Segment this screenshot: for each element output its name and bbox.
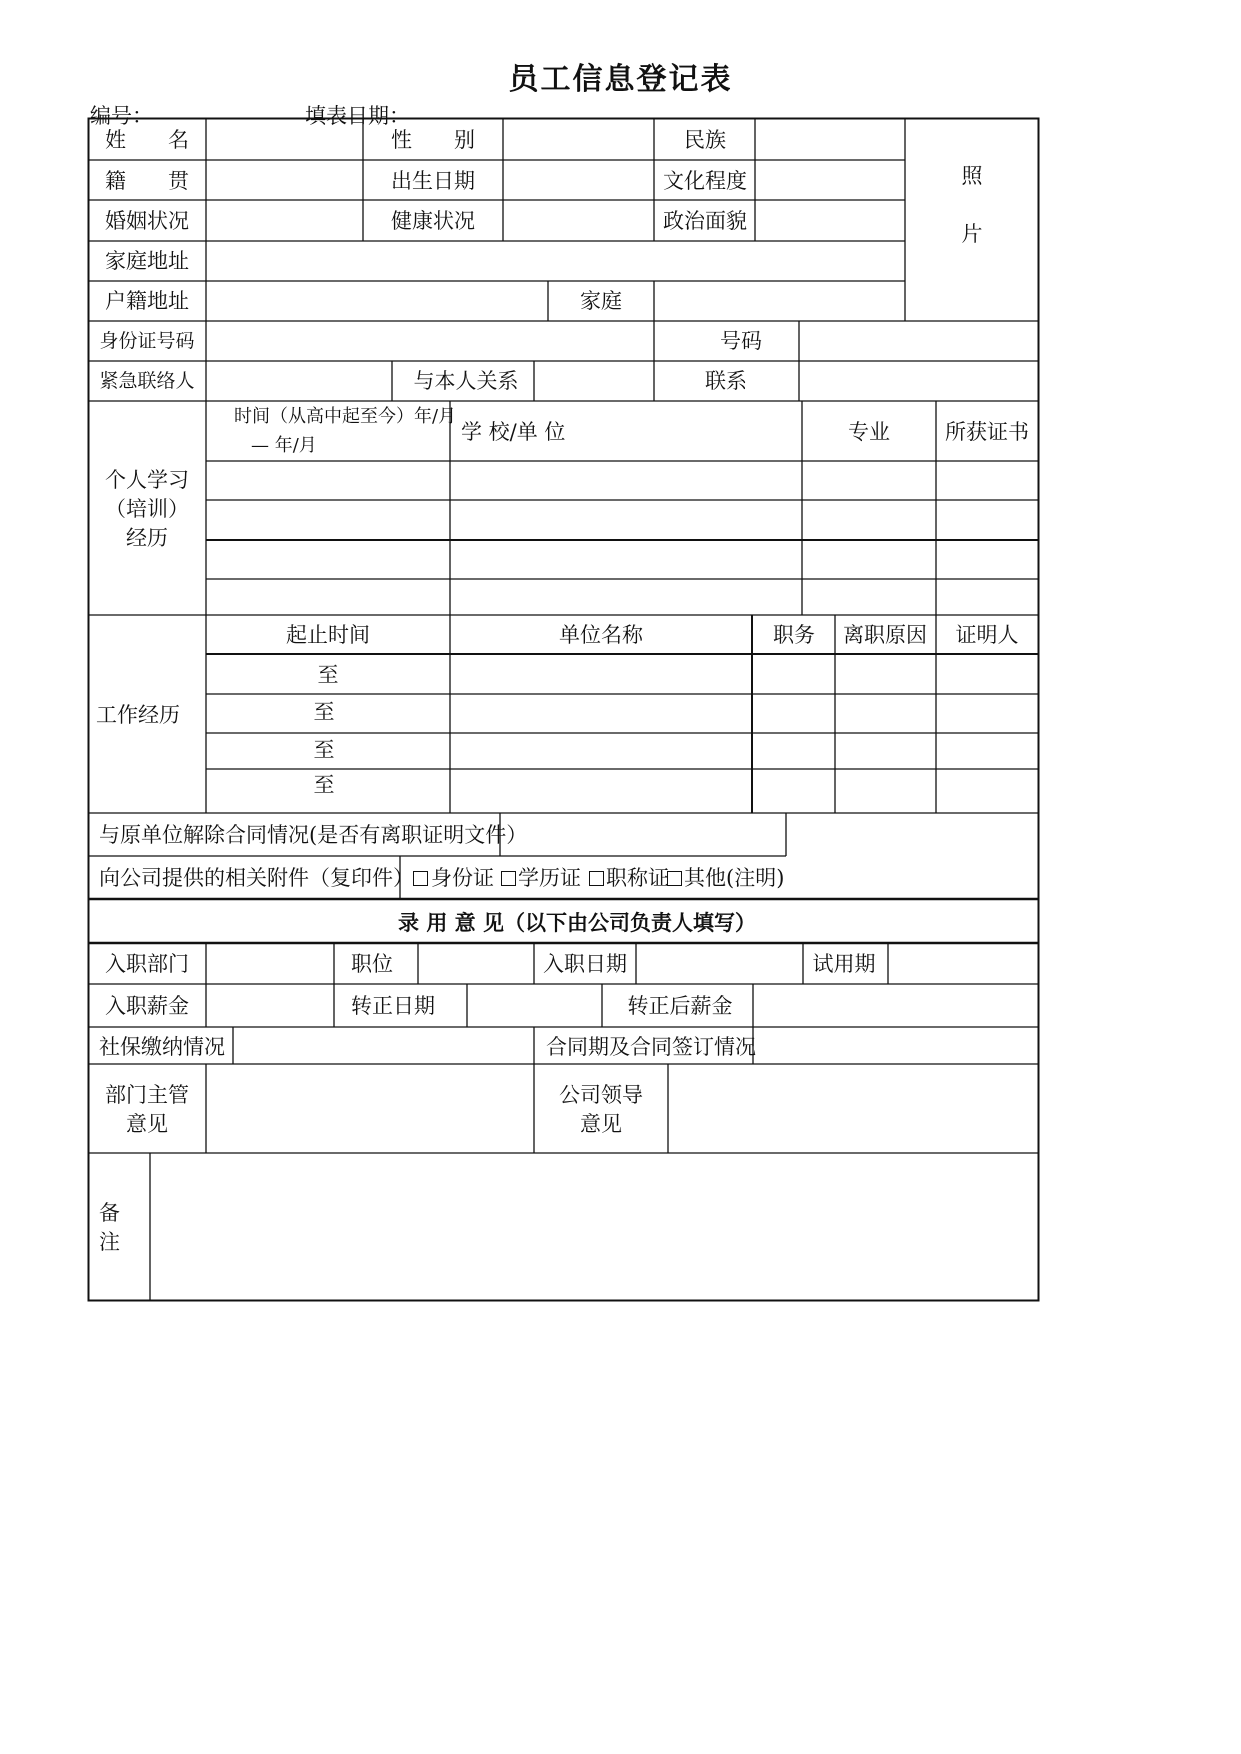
hire-section-header: 录 用 意 见（以下由公司负责人填写） <box>398 910 756 935</box>
label-id-number: 身份证号码 <box>99 330 195 352</box>
label-health-status: 健康状况 <box>391 209 475 233</box>
study-time-header-2: — 年/月 <box>251 435 317 456</box>
study-school-header: 学 校/单 位 <box>461 420 566 444</box>
work-to-1: 至 <box>317 663 339 687</box>
label-contact: 联系 <box>705 369 747 393</box>
label-hire-department: 入职部门 <box>105 952 189 976</box>
work-period-header: 起止时间 <box>286 623 370 647</box>
label-native-place: 籍 贯 <box>105 169 189 193</box>
label-remarks-1: 备 <box>99 1201 120 1225</box>
label-hire-salary: 入职薪金 <box>105 994 189 1018</box>
work-to-2: 至 <box>313 700 335 724</box>
study-section-line-3: 经历 <box>126 526 168 550</box>
label-phone-number: 号码 <box>720 329 762 353</box>
label-marital-status: 婚姻状况 <box>105 209 189 233</box>
label-gender: 性 别 <box>391 128 475 152</box>
study-time-header-1: 时间（从高中起至今）年/月 <box>234 406 457 427</box>
label-political-status: 政治面貌 <box>663 209 747 233</box>
label-probation: 试用期 <box>812 952 876 976</box>
checkbox-diploma[interactable] <box>501 871 516 886</box>
label-emergency-contact: 紧急联络人 <box>99 370 195 392</box>
form-title: 员工信息登记表 <box>508 62 733 97</box>
label-social-security: 社保缴纳情况 <box>99 1035 225 1059</box>
termination-label: 与原单位解除合同情况(是否有离职证明文件） <box>99 823 528 847</box>
work-to-3: 至 <box>313 738 335 762</box>
option-id-card: 身份证 <box>431 866 494 890</box>
study-major-header: 专业 <box>848 420 890 444</box>
label-regular-date: 转正日期 <box>351 994 435 1018</box>
label-ethnicity: 民族 <box>684 128 726 152</box>
work-reason-header: 离职原因 <box>843 623 927 647</box>
option-title-cert: 职称证 <box>606 866 669 890</box>
label-leader-opinion-2: 意见 <box>580 1112 622 1136</box>
label-manager-opinion-1: 部门主管 <box>105 1083 189 1107</box>
label-home-address: 家庭地址 <box>105 249 189 273</box>
label-education-level: 文化程度 <box>663 169 747 193</box>
label-photo-2: 片 <box>961 222 983 246</box>
checkbox-id-card[interactable] <box>413 871 428 886</box>
work-to-4: 至 <box>313 773 335 797</box>
label-manager-opinion-2: 意见 <box>126 1112 168 1136</box>
attachments-label: 向公司提供的相关附件（复印件） <box>99 866 414 890</box>
label-regular-salary: 转正后薪金 <box>627 994 733 1018</box>
label-photo-1: 照 <box>961 164 983 188</box>
label-name: 姓 名 <box>105 128 189 152</box>
label-contract: 合同期及合同签订情况 <box>546 1035 756 1059</box>
fill-date-label: 填表日期： <box>305 104 410 128</box>
option-other: 其他(注明) <box>684 866 785 890</box>
study-certificate-header: 所获证书 <box>945 420 1029 444</box>
checkbox-title-cert[interactable] <box>589 871 604 886</box>
study-section-line-2: （培训） <box>105 497 189 521</box>
label-hire-position: 职位 <box>351 952 393 976</box>
label-hukou-address: 户籍地址 <box>105 289 189 313</box>
label-hire-start-date: 入职日期 <box>543 952 627 976</box>
label-relation: 与本人关系 <box>413 369 519 393</box>
work-position-header: 职务 <box>773 623 815 647</box>
work-witness-header: 证明人 <box>955 623 1019 647</box>
work-company-header: 单位名称 <box>559 623 643 647</box>
option-diploma: 学历证 <box>518 866 581 890</box>
work-section-label: 工作经历 <box>96 703 180 727</box>
checkbox-other[interactable] <box>667 871 682 886</box>
label-remarks-2: 注 <box>99 1230 120 1254</box>
label-birth-date: 出生日期 <box>391 169 475 193</box>
number-label: 编号： <box>90 104 153 128</box>
study-section-line-1: 个人学习 <box>105 468 189 492</box>
label-leader-opinion-1: 公司领导 <box>559 1083 643 1107</box>
label-family: 家庭 <box>580 289 622 313</box>
